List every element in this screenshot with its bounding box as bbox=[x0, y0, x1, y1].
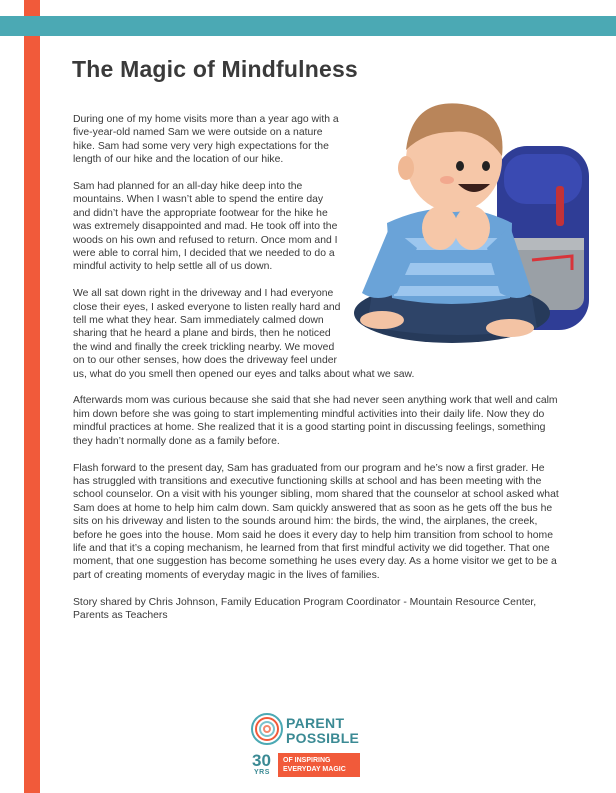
top-accent-band bbox=[0, 16, 616, 36]
paragraph-1: During one of my home visits more than a year ago with a five-year-old named Sam we were outside on a nature hike. Sam had some very very high expectations for the length of our hike and the location of our hike. bbox=[73, 114, 339, 166]
page-title: The Magic of Mindfulness bbox=[72, 56, 358, 82]
head bbox=[398, 103, 503, 212]
swirl-logo-icon bbox=[250, 712, 284, 746]
logo-tagline bbox=[278, 753, 360, 777]
logo-tagline-line1: OF INSPIRING bbox=[283, 757, 331, 764]
logo-years-number: 30 bbox=[252, 751, 271, 770]
logo-years-label: YRS bbox=[254, 769, 270, 776]
paragraph-3: We all sat down right in the driveway and I had everyone close their eyes, I asked everyone to listen really hard and tell me what they hear. Sam immediately calmed down sharing that he heard a plane and birds, then he noticed the wind and finally the creek trickling nearby. We moved on to our other senses, how does the driveway feel under us, what do you smell then opened our eyes and talks about what we saw. bbox=[73, 288, 415, 380]
left-accent-bar bbox=[24, 0, 40, 793]
paragraph-2: Sam had planned for an all-day hike deep into the mountains. When I wasn’t able to spend the entire day and didn’t have the appropriate footwear for the hike he was extremely disappointed and mad. He took off into the woods on his own and refused to return. Once mom and I were able to corral him, I decided that we needed to do a mindful activity to help settle all of us down. bbox=[73, 181, 338, 273]
parent-possible-logo bbox=[250, 712, 370, 782]
paragraph-5: Flash forward to the present day, Sam has graduated from our program and he’s now a first grader. He has struggled with transitions and executive functioning skills at school and has been meeting with the school counselor. On a visit with his younger sibling, mom shared that the counselor at school asked what Sam does at home to help him calm down. Sam quickly answered that as soon as he gets off the bus he sits on his driveway and listen to the sounds around him: the birds, the wind, the airplanes, the creek, before he goes into the house. Mom said he does it every day to help him transition from school to home life and that it’s a coping mechanism, he learned from that first mindful activity we did together. That one moment, that one suggestion has become something he uses every day. As a home visitor we get to be a part of creating moments of everyday magic in the lives of families. bbox=[73, 462, 559, 581]
paragraph-4: Afterwards mom was curious because she said that she had never seen anything work that well and calm him down before she was going to start implementing mindful activities into their daily life. Now they do mindful practices at home. She realized that it is a good starting point in discussing feelings, something they hadn’t normally done as a family before. bbox=[73, 395, 558, 447]
logo-word-possible: POSSIBLE bbox=[286, 730, 360, 746]
logo-tagline-line2: EVERYDAY MAGIC bbox=[283, 766, 346, 773]
logo-word-parent: PARENT bbox=[286, 715, 345, 731]
story-credit: Story shared by Chris Johnson, Family Education Program Coordinator - Mountain Resource Center, Parents as Teachers bbox=[73, 596, 537, 621]
child-with-backpack-icon bbox=[332, 88, 592, 350]
